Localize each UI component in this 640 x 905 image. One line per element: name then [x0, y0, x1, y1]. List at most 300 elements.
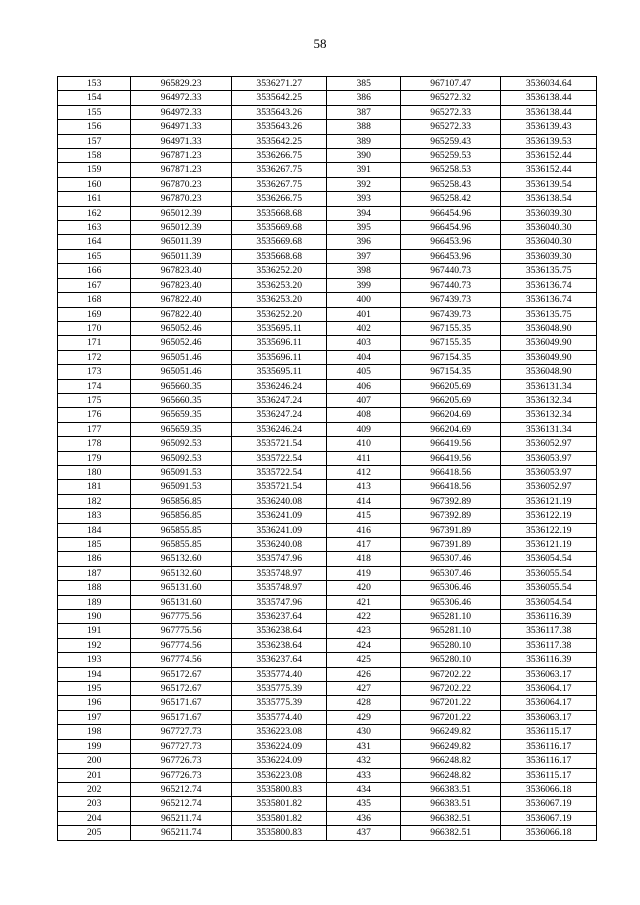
table-row [58, 595, 597, 609]
y-coordinate-left-cell: 3535696.11 [231, 336, 327, 350]
y-coordinate-left-cell: 3536253.20 [231, 293, 327, 307]
y-coordinate-left-cell: 3535721.54 [231, 480, 327, 494]
y-coordinate-right-cell: 3536116.39 [501, 653, 597, 667]
table-row [58, 509, 597, 523]
page-number: 58 [313, 36, 327, 51]
y-coordinate-right-cell: 3536049.90 [501, 336, 597, 350]
table-row [58, 321, 597, 335]
y-coordinate-right-cell: 3536053.97 [501, 451, 597, 465]
y-coordinate-left-cell: 3535643.26 [231, 120, 327, 134]
x-coordinate-right-cell: 967202.22 [400, 667, 501, 681]
table-row [58, 782, 597, 796]
point-number-left-cell: 165 [58, 249, 131, 263]
y-coordinate-right-cell: 3536055.54 [501, 581, 597, 595]
x-coordinate-right-cell: 966418.56 [400, 465, 501, 479]
y-coordinate-right-cell: 3536048.90 [501, 365, 597, 379]
x-coordinate-left-cell: 965660.35 [131, 379, 232, 393]
x-coordinate-right-cell: 967440.73 [400, 278, 501, 292]
point-number-left-cell: 199 [58, 739, 131, 753]
x-coordinate-right-cell: 965272.33 [400, 105, 501, 119]
point-number-left-cell: 169 [58, 307, 131, 321]
table-row [58, 451, 597, 465]
point-number-right-cell: 402 [327, 321, 400, 335]
table-row [58, 77, 597, 91]
point-number-right-cell: 421 [327, 595, 400, 609]
x-coordinate-left-cell: 965011.39 [131, 235, 232, 249]
table-row [58, 249, 597, 263]
y-coordinate-left-cell: 3536237.64 [231, 610, 327, 624]
point-number-left-cell: 178 [58, 437, 131, 451]
point-number-right-cell: 392 [327, 177, 400, 191]
y-coordinate-right-cell: 3536136.74 [501, 278, 597, 292]
y-coordinate-left-cell: 3536238.64 [231, 638, 327, 652]
y-coordinate-right-cell: 3536116.17 [501, 739, 597, 753]
y-coordinate-left-cell: 3535668.68 [231, 249, 327, 263]
x-coordinate-left-cell: 967726.73 [131, 768, 232, 782]
x-coordinate-right-cell: 965307.46 [400, 552, 501, 566]
point-number-left-cell: 195 [58, 682, 131, 696]
y-coordinate-left-cell: 3536266.75 [231, 149, 327, 163]
point-number-left-cell: 163 [58, 221, 131, 235]
x-coordinate-right-cell: 967202.22 [400, 682, 501, 696]
point-number-right-cell: 388 [327, 120, 400, 134]
y-coordinate-right-cell: 3536117.38 [501, 624, 597, 638]
y-coordinate-right-cell: 3536121.19 [501, 538, 597, 552]
x-coordinate-right-cell: 966249.82 [400, 739, 501, 753]
y-coordinate-left-cell: 3535747.96 [231, 595, 327, 609]
x-coordinate-left-cell: 965091.53 [131, 465, 232, 479]
x-coordinate-right-cell: 967392.89 [400, 509, 501, 523]
y-coordinate-right-cell: 3536135.75 [501, 264, 597, 278]
point-number-right-cell: 401 [327, 307, 400, 321]
coordinates-table [57, 76, 597, 841]
x-coordinate-right-cell: 965306.46 [400, 595, 501, 609]
point-number-right-cell: 399 [327, 278, 400, 292]
point-number-right-cell: 429 [327, 710, 400, 724]
point-number-left-cell: 180 [58, 465, 131, 479]
x-coordinate-right-cell: 965280.10 [400, 653, 501, 667]
point-number-right-cell: 394 [327, 206, 400, 220]
point-number-right-cell: 433 [327, 768, 400, 782]
point-number-left-cell: 179 [58, 451, 131, 465]
x-coordinate-right-cell: 967107.47 [400, 77, 501, 91]
point-number-right-cell: 405 [327, 365, 400, 379]
y-coordinate-right-cell: 3536138.44 [501, 91, 597, 105]
x-coordinate-left-cell: 964972.33 [131, 105, 232, 119]
table-row [58, 221, 597, 235]
point-number-left-cell: 168 [58, 293, 131, 307]
point-number-right-cell: 428 [327, 696, 400, 710]
point-number-left-cell: 203 [58, 797, 131, 811]
y-coordinate-left-cell: 3536223.08 [231, 768, 327, 782]
y-coordinate-left-cell: 3536253.20 [231, 278, 327, 292]
y-coordinate-right-cell: 3536063.17 [501, 710, 597, 724]
y-coordinate-left-cell: 3535775.39 [231, 682, 327, 696]
point-number-left-cell: 187 [58, 566, 131, 580]
y-coordinate-right-cell: 3536053.97 [501, 465, 597, 479]
point-number-left-cell: 160 [58, 177, 131, 191]
point-number-left-cell: 156 [58, 120, 131, 134]
point-number-left-cell: 192 [58, 638, 131, 652]
point-number-right-cell: 414 [327, 494, 400, 508]
x-coordinate-left-cell: 965172.67 [131, 682, 232, 696]
x-coordinate-left-cell: 967870.23 [131, 192, 232, 206]
x-coordinate-right-cell: 966204.69 [400, 422, 501, 436]
table-row [58, 638, 597, 652]
point-number-left-cell: 198 [58, 725, 131, 739]
table-row [58, 105, 597, 119]
point-number-right-cell: 411 [327, 451, 400, 465]
x-coordinate-left-cell: 965131.60 [131, 581, 232, 595]
point-number-right-cell: 426 [327, 667, 400, 681]
point-number-right-cell: 398 [327, 264, 400, 278]
point-number-right-cell: 416 [327, 523, 400, 537]
y-coordinate-left-cell: 3536247.24 [231, 393, 327, 407]
x-coordinate-left-cell: 965171.67 [131, 696, 232, 710]
x-coordinate-right-cell: 965272.32 [400, 91, 501, 105]
y-coordinate-left-cell: 3535748.97 [231, 566, 327, 580]
y-coordinate-right-cell: 3536117.38 [501, 638, 597, 652]
x-coordinate-right-cell: 966453.96 [400, 249, 501, 263]
y-coordinate-left-cell: 3536224.09 [231, 739, 327, 753]
y-coordinate-right-cell: 3536049.90 [501, 350, 597, 364]
point-number-left-cell: 202 [58, 782, 131, 796]
table-row [58, 811, 597, 825]
point-number-left-cell: 177 [58, 422, 131, 436]
point-number-left-cell: 166 [58, 264, 131, 278]
x-coordinate-left-cell: 965052.46 [131, 321, 232, 335]
y-coordinate-right-cell: 3536152.44 [501, 149, 597, 163]
y-coordinate-left-cell: 3535774.40 [231, 710, 327, 724]
y-coordinate-right-cell: 3536138.54 [501, 192, 597, 206]
point-number-right-cell: 431 [327, 739, 400, 753]
x-coordinate-left-cell: 967775.56 [131, 624, 232, 638]
x-coordinate-left-cell: 965012.39 [131, 206, 232, 220]
y-coordinate-left-cell: 3535722.54 [231, 465, 327, 479]
point-number-left-cell: 155 [58, 105, 131, 119]
table-row [58, 826, 597, 840]
y-coordinate-right-cell: 3536131.34 [501, 422, 597, 436]
table-row [58, 710, 597, 724]
x-coordinate-left-cell: 965212.74 [131, 797, 232, 811]
x-coordinate-left-cell: 965211.74 [131, 826, 232, 840]
y-coordinate-left-cell: 3536271.27 [231, 77, 327, 91]
table-row [58, 696, 597, 710]
point-number-right-cell: 418 [327, 552, 400, 566]
point-number-right-cell: 409 [327, 422, 400, 436]
table-row [58, 393, 597, 407]
x-coordinate-left-cell: 965172.67 [131, 667, 232, 681]
point-number-left-cell: 164 [58, 235, 131, 249]
y-coordinate-right-cell: 3536116.39 [501, 610, 597, 624]
x-coordinate-right-cell: 967392.89 [400, 494, 501, 508]
y-coordinate-left-cell: 3535722.54 [231, 451, 327, 465]
y-coordinate-left-cell: 3536223.08 [231, 725, 327, 739]
x-coordinate-right-cell: 967154.35 [400, 365, 501, 379]
point-number-right-cell: 395 [327, 221, 400, 235]
point-number-right-cell: 408 [327, 408, 400, 422]
y-coordinate-left-cell: 3536241.09 [231, 523, 327, 537]
x-coordinate-right-cell: 966249.82 [400, 725, 501, 739]
table-row [58, 768, 597, 782]
x-coordinate-right-cell: 965306.46 [400, 581, 501, 595]
x-coordinate-left-cell: 965855.85 [131, 538, 232, 552]
y-coordinate-left-cell: 3535668.68 [231, 206, 327, 220]
table-row [58, 581, 597, 595]
x-coordinate-right-cell: 967439.73 [400, 307, 501, 321]
y-coordinate-left-cell: 3536241.09 [231, 509, 327, 523]
y-coordinate-left-cell: 3535669.68 [231, 235, 327, 249]
table-row [58, 379, 597, 393]
y-coordinate-right-cell: 3536067.19 [501, 797, 597, 811]
x-coordinate-right-cell: 967439.73 [400, 293, 501, 307]
y-coordinate-left-cell: 3536252.20 [231, 307, 327, 321]
table-row [58, 177, 597, 191]
point-number-right-cell: 436 [327, 811, 400, 825]
point-number-right-cell: 435 [327, 797, 400, 811]
y-coordinate-left-cell: 3535774.40 [231, 667, 327, 681]
point-number-left-cell: 175 [58, 393, 131, 407]
y-coordinate-right-cell: 3536048.90 [501, 321, 597, 335]
point-number-right-cell: 385 [327, 77, 400, 91]
point-number-right-cell: 413 [327, 480, 400, 494]
table-row [58, 206, 597, 220]
y-coordinate-left-cell: 3535748.97 [231, 581, 327, 595]
x-coordinate-right-cell: 966418.56 [400, 480, 501, 494]
table-row [58, 523, 597, 537]
point-number-right-cell: 420 [327, 581, 400, 595]
y-coordinate-left-cell: 3536267.75 [231, 163, 327, 177]
x-coordinate-right-cell: 966454.96 [400, 206, 501, 220]
x-coordinate-right-cell: 965307.46 [400, 566, 501, 580]
x-coordinate-left-cell: 967823.40 [131, 278, 232, 292]
point-number-right-cell: 424 [327, 638, 400, 652]
x-coordinate-left-cell: 967871.23 [131, 149, 232, 163]
x-coordinate-right-cell: 966205.69 [400, 379, 501, 393]
x-coordinate-left-cell: 965856.85 [131, 494, 232, 508]
table-row [58, 480, 597, 494]
point-number-left-cell: 162 [58, 206, 131, 220]
x-coordinate-left-cell: 965132.60 [131, 552, 232, 566]
y-coordinate-left-cell: 3535643.26 [231, 105, 327, 119]
point-number-right-cell: 387 [327, 105, 400, 119]
y-coordinate-left-cell: 3535800.83 [231, 826, 327, 840]
y-coordinate-left-cell: 3536238.64 [231, 624, 327, 638]
x-coordinate-right-cell: 966383.51 [400, 782, 501, 796]
x-coordinate-left-cell: 965211.74 [131, 811, 232, 825]
point-number-left-cell: 197 [58, 710, 131, 724]
point-number-right-cell: 423 [327, 624, 400, 638]
y-coordinate-right-cell: 3536152.44 [501, 163, 597, 177]
x-coordinate-left-cell: 965829.23 [131, 77, 232, 91]
table-row [58, 465, 597, 479]
point-number-right-cell: 432 [327, 754, 400, 768]
x-coordinate-right-cell: 965281.10 [400, 624, 501, 638]
x-coordinate-right-cell: 967391.89 [400, 538, 501, 552]
y-coordinate-right-cell: 3536055.54 [501, 566, 597, 580]
table-row [58, 307, 597, 321]
table-row [58, 739, 597, 753]
point-number-right-cell: 419 [327, 566, 400, 580]
point-number-right-cell: 403 [327, 336, 400, 350]
point-number-left-cell: 167 [58, 278, 131, 292]
point-number-left-cell: 157 [58, 134, 131, 148]
x-coordinate-left-cell: 967823.40 [131, 264, 232, 278]
table-row [58, 264, 597, 278]
table-row [58, 667, 597, 681]
table-row [58, 293, 597, 307]
table-row [58, 624, 597, 638]
x-coordinate-left-cell: 967822.40 [131, 307, 232, 321]
x-coordinate-right-cell: 967201.22 [400, 710, 501, 724]
x-coordinate-left-cell: 964972.33 [131, 91, 232, 105]
point-number-right-cell: 404 [327, 350, 400, 364]
table-row [58, 365, 597, 379]
x-coordinate-left-cell: 967727.73 [131, 739, 232, 753]
point-number-left-cell: 200 [58, 754, 131, 768]
point-number-left-cell: 172 [58, 350, 131, 364]
table-row [58, 566, 597, 580]
y-coordinate-left-cell: 3535747.96 [231, 552, 327, 566]
x-coordinate-right-cell: 966204.69 [400, 408, 501, 422]
x-coordinate-right-cell: 967155.35 [400, 336, 501, 350]
x-coordinate-right-cell: 965258.43 [400, 177, 501, 191]
table-row [58, 336, 597, 350]
y-coordinate-right-cell: 3536122.19 [501, 523, 597, 537]
x-coordinate-left-cell: 965092.53 [131, 451, 232, 465]
y-coordinate-right-cell: 3536040.30 [501, 235, 597, 249]
point-number-right-cell: 393 [327, 192, 400, 206]
y-coordinate-right-cell: 3536054.54 [501, 552, 597, 566]
x-coordinate-left-cell: 965092.53 [131, 437, 232, 451]
x-coordinate-left-cell: 965051.46 [131, 350, 232, 364]
y-coordinate-right-cell: 3536132.34 [501, 408, 597, 422]
x-coordinate-left-cell: 965091.53 [131, 480, 232, 494]
x-coordinate-left-cell: 965012.39 [131, 221, 232, 235]
point-number-right-cell: 422 [327, 610, 400, 624]
table-row [58, 653, 597, 667]
y-coordinate-right-cell: 3536066.18 [501, 826, 597, 840]
x-coordinate-left-cell: 965051.46 [131, 365, 232, 379]
point-number-left-cell: 189 [58, 595, 131, 609]
x-coordinate-left-cell: 965171.67 [131, 710, 232, 724]
point-number-right-cell: 406 [327, 379, 400, 393]
point-number-right-cell: 391 [327, 163, 400, 177]
y-coordinate-right-cell: 3536067.19 [501, 811, 597, 825]
point-number-left-cell: 183 [58, 509, 131, 523]
point-number-left-cell: 201 [58, 768, 131, 782]
y-coordinate-left-cell: 3535801.82 [231, 797, 327, 811]
x-coordinate-left-cell: 967871.23 [131, 163, 232, 177]
point-number-right-cell: 434 [327, 782, 400, 796]
table-row [58, 163, 597, 177]
y-coordinate-right-cell: 3536122.19 [501, 509, 597, 523]
point-number-left-cell: 154 [58, 91, 131, 105]
y-coordinate-right-cell: 3536054.54 [501, 595, 597, 609]
table-row [58, 610, 597, 624]
y-coordinate-right-cell: 3536040.30 [501, 221, 597, 235]
point-number-left-cell: 171 [58, 336, 131, 350]
x-coordinate-right-cell: 965281.10 [400, 610, 501, 624]
point-number-right-cell: 407 [327, 393, 400, 407]
table-row [58, 422, 597, 436]
point-number-right-cell: 410 [327, 437, 400, 451]
x-coordinate-left-cell: 967774.56 [131, 638, 232, 652]
y-coordinate-left-cell: 3536237.64 [231, 653, 327, 667]
y-coordinate-left-cell: 3535695.11 [231, 365, 327, 379]
y-coordinate-right-cell: 3536039.30 [501, 249, 597, 263]
y-coordinate-right-cell: 3536052.97 [501, 480, 597, 494]
table-row [58, 552, 597, 566]
point-number-right-cell: 390 [327, 149, 400, 163]
y-coordinate-right-cell: 3536064.17 [501, 682, 597, 696]
x-coordinate-left-cell: 965131.60 [131, 595, 232, 609]
x-coordinate-right-cell: 966453.96 [400, 235, 501, 249]
table-row [58, 278, 597, 292]
point-number-left-cell: 184 [58, 523, 131, 537]
point-number-left-cell: 194 [58, 667, 131, 681]
point-number-left-cell: 190 [58, 610, 131, 624]
table-row [58, 134, 597, 148]
x-coordinate-left-cell: 967870.23 [131, 177, 232, 191]
y-coordinate-left-cell: 3535669.68 [231, 221, 327, 235]
table-row [58, 725, 597, 739]
point-number-left-cell: 182 [58, 494, 131, 508]
x-coordinate-right-cell: 966419.56 [400, 451, 501, 465]
point-number-right-cell: 386 [327, 91, 400, 105]
x-coordinate-left-cell: 965011.39 [131, 249, 232, 263]
x-coordinate-right-cell: 966382.51 [400, 811, 501, 825]
point-number-right-cell: 417 [327, 538, 400, 552]
table-row [58, 192, 597, 206]
x-coordinate-left-cell: 964971.33 [131, 134, 232, 148]
point-number-left-cell: 204 [58, 811, 131, 825]
coordinates-table-body [58, 77, 597, 841]
x-coordinate-right-cell: 967155.35 [400, 321, 501, 335]
x-coordinate-right-cell: 967154.35 [400, 350, 501, 364]
table-row [58, 437, 597, 451]
x-coordinate-right-cell: 965258.42 [400, 192, 501, 206]
y-coordinate-left-cell: 3536267.75 [231, 177, 327, 191]
table-row [58, 235, 597, 249]
point-number-right-cell: 397 [327, 249, 400, 263]
point-number-right-cell: 430 [327, 725, 400, 739]
x-coordinate-left-cell: 967822.40 [131, 293, 232, 307]
y-coordinate-left-cell: 3535801.82 [231, 811, 327, 825]
x-coordinate-left-cell: 965660.35 [131, 393, 232, 407]
x-coordinate-left-cell: 965212.74 [131, 782, 232, 796]
x-coordinate-left-cell: 967726.73 [131, 754, 232, 768]
point-number-left-cell: 185 [58, 538, 131, 552]
x-coordinate-right-cell: 965259.53 [400, 149, 501, 163]
point-number-left-cell: 170 [58, 321, 131, 335]
point-number-right-cell: 427 [327, 682, 400, 696]
y-coordinate-left-cell: 3536246.24 [231, 422, 327, 436]
point-number-left-cell: 161 [58, 192, 131, 206]
x-coordinate-left-cell: 965659.35 [131, 422, 232, 436]
y-coordinate-right-cell: 3536131.34 [501, 379, 597, 393]
y-coordinate-right-cell: 3536115.17 [501, 725, 597, 739]
point-number-right-cell: 415 [327, 509, 400, 523]
point-number-left-cell: 196 [58, 696, 131, 710]
x-coordinate-right-cell: 967440.73 [400, 264, 501, 278]
point-number-left-cell: 205 [58, 826, 131, 840]
x-coordinate-left-cell: 967775.56 [131, 610, 232, 624]
point-number-left-cell: 176 [58, 408, 131, 422]
point-number-right-cell: 389 [327, 134, 400, 148]
x-coordinate-left-cell: 964971.33 [131, 120, 232, 134]
point-number-left-cell: 181 [58, 480, 131, 494]
